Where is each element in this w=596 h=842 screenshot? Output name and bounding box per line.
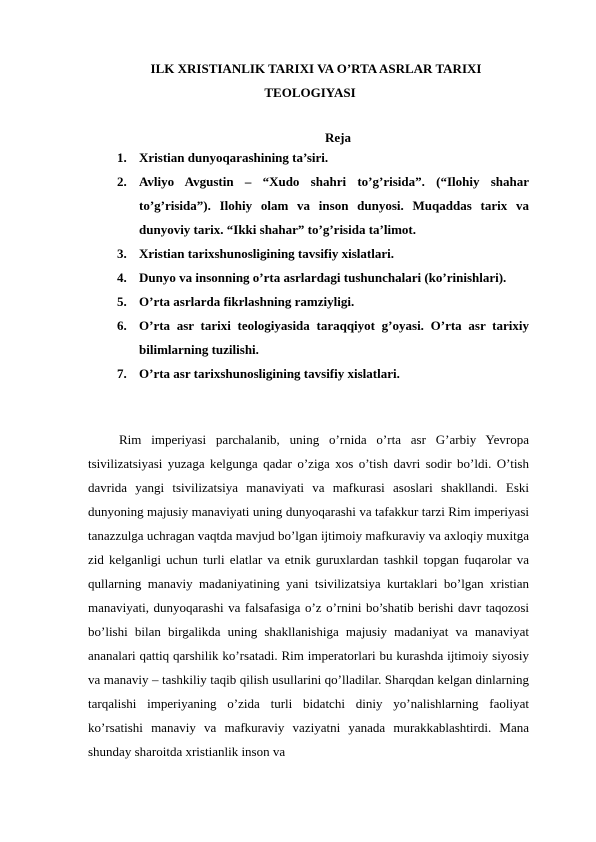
- plan-item: [117, 170, 529, 242]
- plan-item-number: 3.: [117, 246, 127, 261]
- plan-item-text: O’rta asr tarixi teologiyasida taraqqiyot g’oyasi. O’rta asr tarixiy bilimlarning tuzilishi.: [139, 318, 529, 357]
- plan-item-text: Avliyo Avgustin – “Xudo shahri to’g’risida”. (“Ilohiy shahar to’g’risida”). Ilohiy olam va inson dunyosi. Muqaddas tarix va dunyoviy tarix. “Ikki shahar” to’g’risida ta’limot.: [139, 174, 529, 237]
- plan-list: [117, 146, 529, 386]
- document-title-line-1: ILK XRISTIANLIK TARIXI VA O’RTA ASRLAR TARIXI: [150, 61, 482, 76]
- plan-item-number: 6.: [117, 318, 127, 333]
- plan-heading: Reja: [325, 130, 351, 145]
- plan-item: [117, 290, 529, 314]
- plan-item-number: 1.: [117, 150, 127, 165]
- plan-item-text: Xristian tarixshunosligining tavsifiy xislatlari.: [139, 246, 394, 261]
- plan-item: [117, 362, 529, 386]
- body-paragraph: Rim imperiyasi parchalanib, uning o’rnida o’rta asr G’arbiy Yevropa tsivilizatsiyasi yuzaga kelgunga qadar o’ziga xos o’tish davri sodir bo’ldi. O’tish davrida yangi tsivilizatsiya manaviyati va mafkurasi asoslari shakllandi. Eski dunyoning majusiy manaviyati uning dunyoqarashi va tafakkur tarzi Rim imperiyasi tanazzulga uchragan vaqtda mavjud bo’lgan ijtimoiy mafkuraviy va axloqiy muxitga zid kelganligi uchun turli elatlar va etnik guruxlardan tashkil topgan fuqarolar va qullarning manaviy madaniyatining yani tsivilizatsiya kurtaklari bo’lgan xristian manaviyati, dunyoqarashi va falsafasiga o’z o’rnini bo’shatib berishi davr taqozosi bo’lishi bilan birgalikda uning shakllanishiga majusiy madaniyat va manaviyat ananalari qattiq qarshilik ko’rsatadi. Rim imperatorlari bu kurashda ijtimoiy siyosiy va manaviy – tashkiliy taqib qilish usullarini qo’lladilar. Sharqdan kelgan dinlarning tarqalishi imperiyaning o’zida turli bidatchi diniy yo’nalishlarning faoliyat ko’rsatishi manaviy va mafkuraviy vaziyatni yanada murakkablashtirdi. Mana shunday sharoitda xristianlik inson va: [88, 432, 529, 759]
- plan-item-text: O’rta asrlarda fikrlashning ramziyligi.: [139, 294, 355, 309]
- plan-item-number: 2.: [117, 174, 127, 189]
- plan-item-text: Dunyo va insonning o’rta asrlardagi tushunchalari (ko’rinishlari).: [139, 270, 507, 285]
- plan-item-text: Xristian dunyoqarashining ta’siri.: [139, 150, 329, 165]
- plan-item: [117, 266, 529, 290]
- plan-item-number: 4.: [117, 270, 127, 285]
- plan-item-text: O’rta asr tarixshunosligining tavsifiy xislatlari.: [139, 366, 400, 381]
- plan-item-number: 5.: [117, 294, 127, 309]
- plan-item: [117, 242, 529, 266]
- plan-item: [117, 146, 529, 170]
- document-title-line-2: TEOLOGIYASI: [264, 85, 356, 100]
- plan-item-number: 7.: [117, 366, 127, 381]
- plan-item: [117, 314, 529, 362]
